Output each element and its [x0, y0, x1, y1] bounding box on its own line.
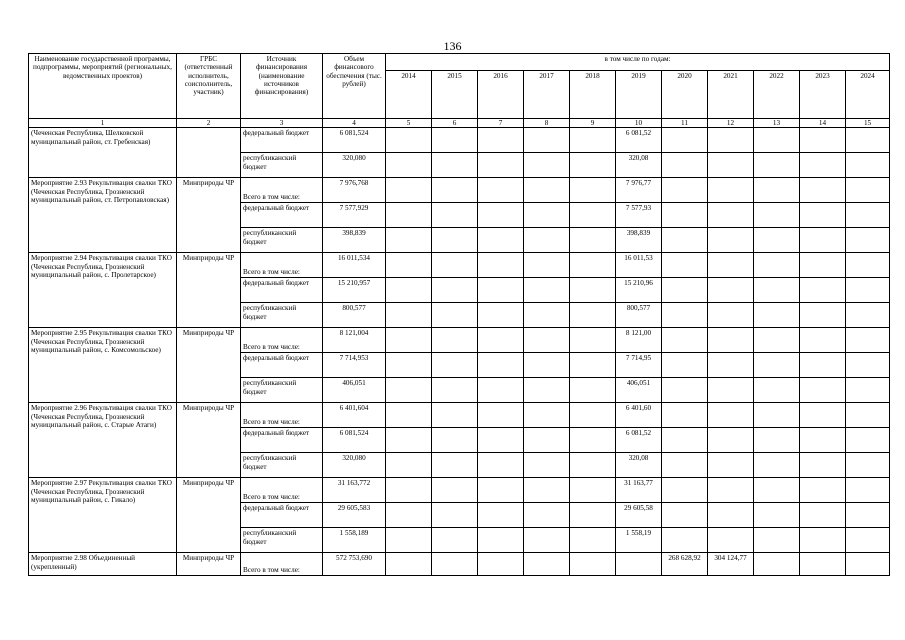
year-value-2024	[846, 503, 890, 528]
year-value-2014	[386, 203, 432, 228]
year-value-2020	[662, 378, 708, 403]
year-value-2018	[570, 428, 616, 453]
year-value-2017	[524, 553, 570, 576]
volume-cell: 8 121,004	[323, 328, 386, 353]
year-value-2018	[570, 153, 616, 178]
measure-name: Мероприятие 2.96 Рекультивация свалки ТКО (Чеченская Республика, Грозненский муниципальный район, с. Старые Атаги)	[29, 403, 177, 478]
year-value-2016	[478, 278, 524, 303]
year-value-2019: 320,08	[616, 153, 662, 178]
year-value-2015	[432, 328, 478, 353]
volume-cell: 6 081,524	[323, 428, 386, 453]
year-value-2023	[800, 453, 846, 478]
year-value-2015	[432, 278, 478, 303]
year-value-2019: 6 401,60	[616, 403, 662, 428]
year-value-2024	[846, 303, 890, 328]
year-value-2019: 6 081,52	[616, 128, 662, 153]
volume-cell: 29 605,583	[323, 503, 386, 528]
year-value-2016	[478, 328, 524, 353]
year-value-2015	[432, 303, 478, 328]
column-number: 3	[241, 119, 323, 128]
year-value-2024	[846, 478, 890, 503]
grbs-cell	[177, 128, 241, 178]
year-value-2024	[846, 328, 890, 353]
year-value-2023	[800, 153, 846, 178]
year-value-2017	[524, 203, 570, 228]
year-value-2021	[708, 428, 754, 453]
year-value-2019: 7 714,95	[616, 353, 662, 378]
funding-source: Всего в том числе:	[241, 328, 323, 353]
year-value-2015	[432, 378, 478, 403]
year-value-2020	[662, 178, 708, 203]
year-value-2014	[386, 153, 432, 178]
year-value-2024	[846, 203, 890, 228]
year-value-2021	[708, 253, 754, 278]
year-value-2022	[754, 503, 800, 528]
header-grbs: ГРБС (ответственный исполнитель, соисполнитель, участник)	[177, 54, 241, 119]
year-value-2017	[524, 128, 570, 153]
year-value-2015	[432, 253, 478, 278]
year-value-2015	[432, 503, 478, 528]
year-value-2023	[800, 503, 846, 528]
volume-cell: 6 401,604	[323, 403, 386, 428]
table-header	[29, 54, 890, 128]
year-value-2022	[754, 428, 800, 453]
year-value-2023	[800, 203, 846, 228]
funding-source: федеральный бюджет	[241, 503, 323, 528]
year-value-2020	[662, 278, 708, 303]
funding-source: республиканский бюджет	[241, 153, 323, 178]
year-value-2017	[524, 428, 570, 453]
year-value-2014	[386, 128, 432, 153]
year-value-2024	[846, 353, 890, 378]
volume-cell: 398,839	[323, 228, 386, 253]
year-value-2019: 1 558,19	[616, 528, 662, 553]
year-value-2023	[800, 303, 846, 328]
year-value-2016	[478, 353, 524, 378]
year-value-2020	[662, 228, 708, 253]
volume-cell: 572 753,690	[323, 553, 386, 576]
funding-source: республиканский бюджет	[241, 528, 323, 553]
year-value-2023	[800, 328, 846, 353]
funding-source: республиканский бюджет	[241, 453, 323, 478]
year-value-2022	[754, 203, 800, 228]
volume-cell: 800,577	[323, 303, 386, 328]
grbs-cell: Минприроды ЧР	[177, 403, 241, 478]
grbs-cell: Минприроды ЧР	[177, 328, 241, 403]
page-number: 136	[443, 39, 462, 53]
year-value-2017	[524, 478, 570, 503]
grbs-cell: Минприроды ЧР	[177, 253, 241, 328]
year-value-2017	[524, 403, 570, 428]
year-value-2016	[478, 528, 524, 553]
year-value-2021	[708, 303, 754, 328]
year-value-2017	[524, 328, 570, 353]
year-value-2016	[478, 253, 524, 278]
year-value-2024	[846, 403, 890, 428]
grbs-cell: Минприроды ЧР	[177, 478, 241, 553]
year-value-2020	[662, 528, 708, 553]
year-value-2016	[478, 203, 524, 228]
year-value-2015	[432, 178, 478, 203]
volume-cell: 6 081,524	[323, 128, 386, 153]
measure-name: Мероприятие 2.98 Объединенный (укрепленный)	[29, 553, 177, 576]
year-value-2021	[708, 328, 754, 353]
grbs-cell: Минприроды ЧР	[177, 553, 241, 576]
year-value-2020	[662, 403, 708, 428]
year-value-2023	[800, 428, 846, 453]
funding-source: федеральный бюджет	[241, 203, 323, 228]
year-value-2014	[386, 428, 432, 453]
year-value-2024	[846, 153, 890, 178]
table-row	[29, 128, 890, 153]
year-value-2017	[524, 378, 570, 403]
year-value-2021	[708, 203, 754, 228]
year-value-2022	[754, 328, 800, 353]
year-value-2022	[754, 478, 800, 503]
year-value-2018	[570, 128, 616, 153]
year-value-2023	[800, 178, 846, 203]
budget-table	[28, 53, 890, 576]
year-value-2023	[800, 353, 846, 378]
funding-source: Всего в том числе:	[241, 253, 323, 278]
year-value-2017	[524, 278, 570, 303]
funding-source: Всего в том числе:	[241, 478, 323, 503]
year-value-2019: 800,577	[616, 303, 662, 328]
volume-cell: 320,080	[323, 453, 386, 478]
year-value-2018	[570, 228, 616, 253]
year-value-2015	[432, 153, 478, 178]
year-value-2016	[478, 378, 524, 403]
year-value-2017	[524, 353, 570, 378]
column-number: 13	[754, 119, 800, 128]
volume-cell: 15 210,957	[323, 278, 386, 303]
year-value-2024	[846, 278, 890, 303]
year-value-2024	[846, 228, 890, 253]
year-value-2019: 406,051	[616, 378, 662, 403]
year-value-2016	[478, 403, 524, 428]
funding-source: федеральный бюджет	[241, 428, 323, 453]
year-value-2020	[662, 353, 708, 378]
year-value-2014	[386, 378, 432, 403]
column-number: 7	[478, 119, 524, 128]
year-value-2017	[524, 153, 570, 178]
volume-cell: 406,051	[323, 378, 386, 403]
measure-name: (Чеченская Республика, Шелковской муниципальный район, ст. Гребенская)	[29, 128, 177, 178]
year-value-2022	[754, 453, 800, 478]
header-year: 2022	[754, 71, 800, 119]
year-value-2022	[754, 303, 800, 328]
year-value-2023	[800, 378, 846, 403]
year-value-2017	[524, 503, 570, 528]
year-value-2024	[846, 253, 890, 278]
year-value-2018	[570, 303, 616, 328]
volume-cell: 320,080	[323, 153, 386, 178]
header-year: 2020	[662, 71, 708, 119]
year-value-2016	[478, 453, 524, 478]
year-value-2021	[708, 478, 754, 503]
year-value-2020: 268 628,92	[662, 553, 708, 576]
header-year: 2016	[478, 71, 524, 119]
header-year: 2019	[616, 71, 662, 119]
funding-source: федеральный бюджет	[241, 128, 323, 153]
column-number: 4	[323, 119, 386, 128]
year-value-2014	[386, 453, 432, 478]
measure-name: Мероприятие 2.93 Рекультивация свалки ТКО (Чеченская Республика, Грозненский муниципальный район, ст. Петропавловская)	[29, 178, 177, 253]
year-value-2021	[708, 128, 754, 153]
year-value-2018	[570, 503, 616, 528]
year-value-2024	[846, 553, 890, 576]
year-value-2015	[432, 528, 478, 553]
year-value-2021	[708, 178, 754, 203]
year-value-2019: 15 210,96	[616, 278, 662, 303]
volume-cell: 7 976,768	[323, 178, 386, 203]
year-value-2022	[754, 178, 800, 203]
year-value-2018	[570, 403, 616, 428]
year-value-2014	[386, 178, 432, 203]
year-value-2021	[708, 353, 754, 378]
year-value-2018	[570, 478, 616, 503]
year-value-2022	[754, 153, 800, 178]
year-value-2017	[524, 303, 570, 328]
funding-source: республиканский бюджет	[241, 378, 323, 403]
measure-name: Мероприятие 2.94 Рекультивация свалки ТКО (Чеченская Республика, Грозненский муниципальный район, с. Пролетарское)	[29, 253, 177, 328]
year-value-2018	[570, 528, 616, 553]
year-value-2021	[708, 403, 754, 428]
year-value-2017	[524, 178, 570, 203]
year-value-2022	[754, 253, 800, 278]
year-value-2021	[708, 528, 754, 553]
year-value-2014	[386, 328, 432, 353]
year-value-2020	[662, 503, 708, 528]
column-number: 8	[524, 119, 570, 128]
column-number: 11	[662, 119, 708, 128]
year-value-2023	[800, 528, 846, 553]
year-value-2015	[432, 453, 478, 478]
year-value-2015	[432, 403, 478, 428]
year-value-2015	[432, 553, 478, 576]
year-value-2016	[478, 428, 524, 453]
year-value-2014	[386, 353, 432, 378]
header-name: Наименование государственной программы, подпрограммы, мероприятий (региональных, ведомственных проектов)	[29, 54, 177, 119]
year-value-2014	[386, 253, 432, 278]
year-value-2022	[754, 278, 800, 303]
year-value-2023	[800, 278, 846, 303]
year-value-2020	[662, 328, 708, 353]
year-value-2015	[432, 203, 478, 228]
header-year: 2018	[570, 71, 616, 119]
year-value-2019: 29 605,58	[616, 503, 662, 528]
year-value-2020	[662, 453, 708, 478]
year-value-2022	[754, 553, 800, 576]
year-value-2022	[754, 353, 800, 378]
year-value-2018	[570, 178, 616, 203]
year-value-2024	[846, 378, 890, 403]
table-row	[29, 478, 890, 503]
year-value-2019: 320,08	[616, 453, 662, 478]
year-value-2022	[754, 128, 800, 153]
volume-cell: 7 577,929	[323, 203, 386, 228]
measure-name: Мероприятие 2.97 Рекультивация свалки ТКО (Чеченская Республика, Грозненский муниципальный район, с. Гикало)	[29, 478, 177, 553]
year-value-2020	[662, 253, 708, 278]
funding-source: республиканский бюджет	[241, 228, 323, 253]
table-row	[29, 403, 890, 428]
year-value-2015	[432, 428, 478, 453]
volume-cell: 16 011,534	[323, 253, 386, 278]
header-volume: Объем финансового обеспечения (тыс. рублей)	[323, 54, 386, 119]
year-value-2019: 7 976,77	[616, 178, 662, 203]
year-value-2014	[386, 528, 432, 553]
funding-source: федеральный бюджет	[241, 278, 323, 303]
year-value-2018	[570, 328, 616, 353]
year-value-2023	[800, 253, 846, 278]
column-number: 15	[846, 119, 890, 128]
column-number: 5	[386, 119, 432, 128]
header-year: 2023	[800, 71, 846, 119]
year-value-2024	[846, 453, 890, 478]
year-value-2021	[708, 228, 754, 253]
header-by-years: в том числе по годам:	[386, 54, 890, 71]
year-value-2019: 31 163,77	[616, 478, 662, 503]
year-value-2017	[524, 253, 570, 278]
year-value-2020	[662, 153, 708, 178]
year-value-2018	[570, 353, 616, 378]
year-value-2020	[662, 203, 708, 228]
year-value-2021: 304 124,77	[708, 553, 754, 576]
year-value-2015	[432, 228, 478, 253]
year-value-2022	[754, 403, 800, 428]
year-value-2016	[478, 503, 524, 528]
year-value-2019: 16 011,53	[616, 253, 662, 278]
year-value-2020	[662, 428, 708, 453]
year-value-2016	[478, 553, 524, 576]
funding-source: федеральный бюджет	[241, 353, 323, 378]
header-year: 2024	[846, 71, 890, 119]
year-value-2019: 6 081,52	[616, 428, 662, 453]
year-value-2016	[478, 228, 524, 253]
year-value-2020	[662, 303, 708, 328]
column-number: 10	[616, 119, 662, 128]
year-value-2014	[386, 278, 432, 303]
year-value-2023	[800, 403, 846, 428]
header-year: 2015	[432, 71, 478, 119]
column-number: 2	[177, 119, 241, 128]
year-value-2019: 7 577,93	[616, 203, 662, 228]
year-value-2018	[570, 378, 616, 403]
year-value-2023	[800, 478, 846, 503]
column-number: 6	[432, 119, 478, 128]
year-value-2021	[708, 503, 754, 528]
year-value-2018	[570, 278, 616, 303]
year-value-2024	[846, 178, 890, 203]
table-row	[29, 328, 890, 353]
year-value-2023	[800, 553, 846, 576]
year-value-2017	[524, 528, 570, 553]
year-value-2021	[708, 278, 754, 303]
year-value-2014	[386, 228, 432, 253]
year-value-2015	[432, 478, 478, 503]
column-number: 9	[570, 119, 616, 128]
header-year: 2014	[386, 71, 432, 119]
year-value-2016	[478, 128, 524, 153]
column-number: 1	[29, 119, 177, 128]
table-row	[29, 553, 890, 576]
year-value-2022	[754, 228, 800, 253]
year-value-2024	[846, 128, 890, 153]
year-value-2022	[754, 378, 800, 403]
year-value-2018	[570, 203, 616, 228]
header-year: 2021	[708, 71, 754, 119]
year-value-2014	[386, 303, 432, 328]
year-value-2019: 8 121,00	[616, 328, 662, 353]
table-row	[29, 178, 890, 203]
year-value-2014	[386, 403, 432, 428]
year-value-2014	[386, 478, 432, 503]
volume-cell: 1 558,189	[323, 528, 386, 553]
year-value-2020	[662, 478, 708, 503]
table-row	[29, 253, 890, 278]
year-value-2021	[708, 378, 754, 403]
year-value-2014	[386, 503, 432, 528]
column-number: 14	[800, 119, 846, 128]
year-value-2022	[754, 528, 800, 553]
funding-source: Всего в том числе:	[241, 178, 323, 203]
year-value-2018	[570, 253, 616, 278]
year-value-2020	[662, 128, 708, 153]
header-source: Источник финансирования (наименование источников финансирования)	[241, 54, 323, 119]
year-value-2017	[524, 228, 570, 253]
year-value-2023	[800, 228, 846, 253]
year-value-2016	[478, 303, 524, 328]
volume-cell: 31 163,772	[323, 478, 386, 503]
year-value-2024	[846, 428, 890, 453]
year-value-2016	[478, 153, 524, 178]
year-value-2019	[616, 553, 662, 576]
funding-source: Всего в том числе:	[241, 403, 323, 428]
year-value-2021	[708, 453, 754, 478]
measure-name: Мероприятие 2.95 Рекультивация свалки ТКО (Чеченская Республика, Грозненский муниципальный район, с. Комсомольское)	[29, 328, 177, 403]
year-value-2018	[570, 553, 616, 576]
table-body	[29, 128, 890, 576]
column-number: 12	[708, 119, 754, 128]
year-value-2021	[708, 153, 754, 178]
year-value-2024	[846, 528, 890, 553]
funding-source: Всего в том числе:	[241, 553, 323, 576]
year-value-2015	[432, 353, 478, 378]
year-value-2014	[386, 553, 432, 576]
volume-cell: 7 714,953	[323, 353, 386, 378]
header-year: 2017	[524, 71, 570, 119]
grbs-cell: Минприроды ЧР	[177, 178, 241, 253]
year-value-2023	[800, 128, 846, 153]
year-value-2018	[570, 453, 616, 478]
funding-source: республиканский бюджет	[241, 303, 323, 328]
year-value-2016	[478, 478, 524, 503]
year-value-2016	[478, 178, 524, 203]
year-value-2019: 398,839	[616, 228, 662, 253]
year-value-2017	[524, 453, 570, 478]
year-value-2015	[432, 128, 478, 153]
